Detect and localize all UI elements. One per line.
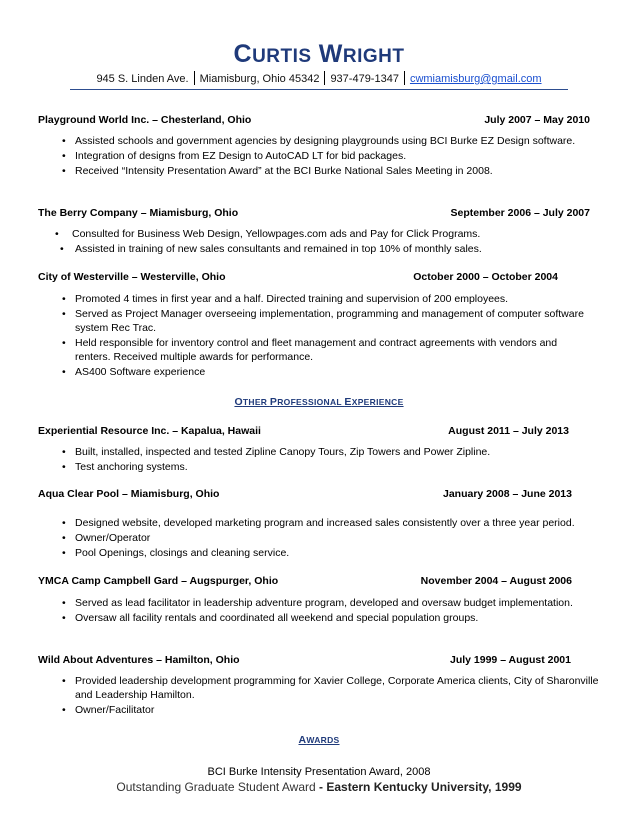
bullet-icon: • xyxy=(62,135,66,147)
bullet-icon: • xyxy=(60,243,64,255)
job-bullet: Integration of designs from EZ Design to AutoCAD LT for bid packages. xyxy=(75,150,407,162)
heading-rest: THER xyxy=(242,397,270,407)
job-bullet: Pool Openings, closings and cleaning service. xyxy=(75,547,290,559)
divider xyxy=(404,71,405,85)
job-date: July 2007 – May 2010 xyxy=(484,114,590,126)
bullet-icon: • xyxy=(62,337,66,349)
job-bullet: Oversaw all facility rentals and coordinated all weekend and special population groups. xyxy=(75,612,479,624)
email-link[interactable]: cwmiamisburg@gmail.com xyxy=(409,73,542,85)
section-heading-awards xyxy=(0,734,638,746)
job-bullet: Owner/Operator xyxy=(75,532,151,544)
heading-rest: ROFESSIONAL xyxy=(277,397,345,407)
job-org: YMCA Camp Campbell Gard – Augspurger, Ohio xyxy=(38,575,279,587)
section-heading-other-experience xyxy=(0,396,638,408)
job-bullet: AS400 Software experience xyxy=(75,366,206,378)
job-date: October 2000 – October 2004 xyxy=(413,271,558,283)
job-bullet: Designed website, developed marketing program and increased sales consistently over a three year period. xyxy=(75,517,575,529)
bullet-icon: • xyxy=(62,612,66,624)
job-bullet-cont: system Rec Trac. xyxy=(75,322,157,334)
heading-rest: XPERIENCE xyxy=(351,397,404,407)
header-rule xyxy=(70,89,568,90)
job-date: November 2004 – August 2006 xyxy=(420,575,572,587)
job-bullet: Assisted in training of new sales consultants and remained in top 10% of monthly sales. xyxy=(75,243,482,255)
divider xyxy=(194,71,195,85)
bullet-icon: • xyxy=(62,446,66,458)
job-org: The Berry Company – Miamisburg, Ohio xyxy=(38,207,239,219)
job-bullet: Assisted schools and government agencies by designing playgrounds using BCI Burke EZ Design software. xyxy=(75,135,576,147)
job-bullet: Promoted 4 times in first year and a half. Directed training and supervision of 200 employees. xyxy=(75,293,509,305)
name-last-rest: RIGHT xyxy=(342,46,405,67)
heading-rest: WARDS xyxy=(306,735,340,745)
bullet-icon: • xyxy=(62,517,66,529)
bullet-icon: • xyxy=(62,532,66,544)
job-bullet: Received “Intensity Presentation Award” at the BCI Burke National Sales Meeting in 2008. xyxy=(75,165,493,177)
bullet-icon: • xyxy=(62,308,66,320)
heading-letter: O xyxy=(234,396,243,408)
job-org: City of Westerville – Westerville, Ohio xyxy=(38,271,226,283)
job-bullet: Consulted for Business Web Design, Yellowpages.com ads and Pay for Click Programs. xyxy=(72,228,481,240)
name-first-initial: C xyxy=(233,40,253,68)
job-org: Playground World Inc. – Chesterland, Ohio xyxy=(38,114,252,126)
job-org: Aqua Clear Pool – Miamisburg, Ohio xyxy=(38,488,220,500)
divider xyxy=(324,71,325,85)
award-institution: Eastern Kentucky University, 1999 xyxy=(326,780,522,794)
name-first-rest: URTIS xyxy=(252,46,312,67)
job-bullet: Served as lead facilitator in leadership adventure program, developed and oversaw budget implementation. xyxy=(75,597,573,609)
job-bullet: Test anchoring systems. xyxy=(75,461,188,473)
job-bullet: Held responsible for inventory control and fleet management and contract agreements with vendors and xyxy=(75,337,558,349)
bullet-icon: • xyxy=(62,293,66,305)
contact-line xyxy=(0,71,638,85)
award-dash: - xyxy=(315,780,327,794)
job-date: August 2011 – July 2013 xyxy=(448,425,569,437)
heading-letter: E xyxy=(344,396,352,408)
bullet-icon: • xyxy=(62,704,66,716)
bullet-icon: • xyxy=(62,675,66,687)
job-org: Experiential Resource Inc. – Kapalua, Hawaii xyxy=(38,425,261,437)
bullet-icon: • xyxy=(62,150,66,162)
phone: 937-479-1347 xyxy=(330,73,399,85)
resume-name xyxy=(0,40,638,69)
award-line-2 xyxy=(0,780,638,794)
bullet-icon: • xyxy=(62,547,66,559)
job-bullet: Owner/Facilitator xyxy=(75,704,155,716)
award-line-1: BCI Burke Intensity Presentation Award, 2008 xyxy=(207,766,431,778)
city: Miamisburg, Ohio 45342 xyxy=(199,73,320,85)
job-bullet: Served as Project Manager overseeing implementation, programming and management of computer software xyxy=(75,308,584,320)
heading-letter: P xyxy=(269,396,278,408)
heading-letter: A xyxy=(298,734,307,746)
job-date: September 2006 – July 2007 xyxy=(450,207,590,219)
bullet-icon: • xyxy=(62,165,66,177)
job-date: July 1999 – August 2001 xyxy=(449,654,571,666)
job-bullet-cont: and Leadership Hamilton. xyxy=(75,689,195,701)
name-last-initial: W xyxy=(318,40,343,68)
job-bullet: Provided leadership development programming for Xavier College, Corporate America clients, City of Sharonville xyxy=(75,675,599,687)
bullet-icon: • xyxy=(55,228,59,240)
job-date: January 2008 – June 2013 xyxy=(442,488,572,500)
job-org: Wild About Adventures – Hamilton, Ohio xyxy=(38,654,240,666)
award-name: Outstanding Graduate Student Award xyxy=(116,780,316,794)
job-bullet-cont: renters. Received multiple awards for performance. xyxy=(75,351,314,363)
bullet-icon: • xyxy=(62,597,66,609)
job-bullet: Built, installed, inspected and tested Zipline Canopy Tours, Zip Towers and Power Zipline. xyxy=(75,446,491,458)
bullet-icon: • xyxy=(62,366,66,378)
address: 945 S. Linden Ave. xyxy=(96,73,189,85)
bullet-icon: • xyxy=(62,461,66,473)
